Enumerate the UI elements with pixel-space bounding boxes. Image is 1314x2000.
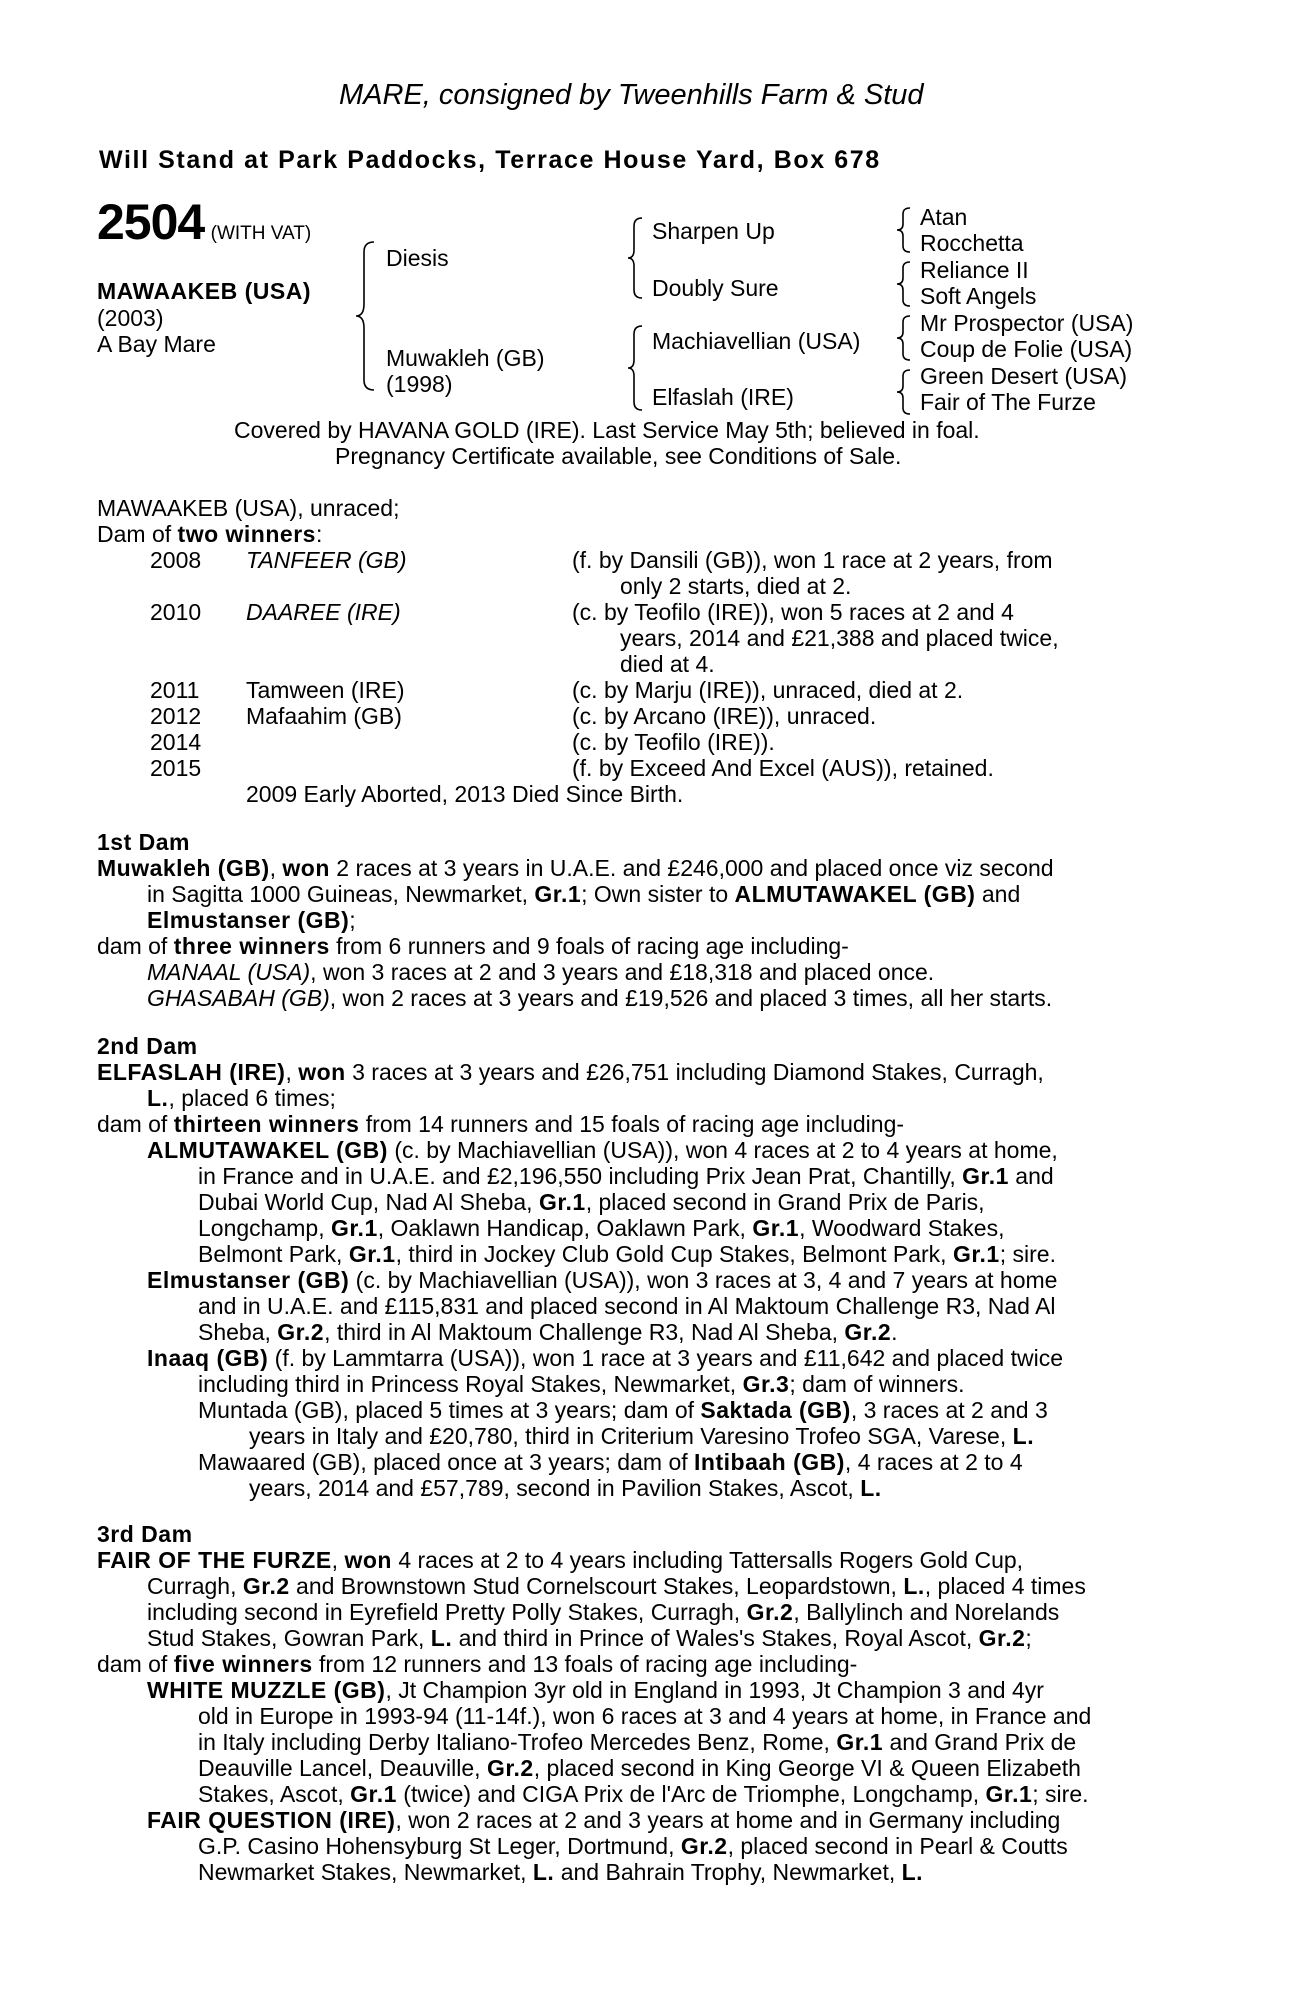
produce-name: Tamween (IRE)	[246, 677, 405, 703]
produce-detail: (c. by Marju (IRE)), unraced, died at 2.	[572, 677, 964, 703]
dam1-line: MANAAL (USA), won 3 races at 2 and 3 years and £18,318 and placed once.	[147, 959, 935, 985]
produce-detail: (f. by Exceed And Excel (AUS)), retained.	[572, 755, 994, 781]
dam3-line: including second in Eyrefield Pretty Polly Stakes, Curragh, Gr.2, Ballylinch and Norelands	[147, 1599, 1060, 1625]
ggs-7: Green Desert (USA)	[920, 363, 1128, 389]
produce-year: 2010	[150, 599, 202, 625]
dam2-line: Sheba, Gr.2, third in Al Maktoum Challenge R3, Nad Al Sheba, Gr.2.	[198, 1319, 898, 1345]
dam2-line: years, 2014 and £57,789, second in Pavilion Stakes, Ascot, L.	[249, 1475, 882, 1501]
ggs-5: Mr Prospector (USA)	[920, 310, 1134, 336]
page-title: MARE, consigned by Tweenhills Farm & Stud	[339, 79, 924, 111]
dam3-line: Curragh, Gr.2 and Brownstown Stud Cornelscourt Stakes, Leopardstown, L., placed 4 times	[147, 1573, 1086, 1599]
ggs-2: Rocchetta	[920, 230, 1024, 256]
produce-year: 2014	[150, 729, 202, 755]
produce-name: TANFEER (GB)	[246, 547, 407, 573]
horse-name: MAWAAKEB (USA)	[97, 278, 311, 304]
ggs-1: Atan	[920, 204, 968, 230]
pedigree-brace-4	[894, 204, 916, 256]
dam2-line: years in Italy and £20,780, third in Criterium Varesino Trofeo SGA, Varese, L.	[249, 1423, 1035, 1449]
dam3-line: dam of five winners from 12 runners and 13 foals of racing age including-	[97, 1651, 858, 1677]
dam2-line: dam of thirteen winners from 14 runners and 15 foals of racing age including-	[97, 1111, 905, 1137]
dam2-line: Dubai World Cup, Nad Al Sheba, Gr.1, placed second in Grand Prix de Paris,	[198, 1189, 985, 1215]
grandsire-4: Elfaslah (IRE)	[652, 384, 794, 410]
produce-detail: (c. by Teofilo (IRE)), won 5 races at 2 and 4	[572, 599, 1014, 625]
produce-detail: years, 2014 and £21,388 and placed twice,	[620, 625, 1059, 651]
produce-year: 2008	[150, 547, 202, 573]
horse-description: A Bay Mare	[97, 331, 216, 357]
dam3-line: old in Europe in 1993-94 (11-14f.), won 6 races at 3 and 4 years at home, in France and	[198, 1703, 1092, 1729]
produce-dam-of: Dam of two winners:	[97, 521, 323, 547]
dam1-line: in Sagitta 1000 Guineas, Newmarket, Gr.1; Own sister to ALMUTAWAKEL (GB) and	[147, 881, 1021, 907]
produce-detail: only 2 starts, died at 2.	[620, 573, 852, 599]
pedigree-brace-5	[894, 258, 916, 310]
dam2-line: Longchamp, Gr.1, Oaklawn Handicap, Oaklawn Park, Gr.1, Woodward Stakes,	[198, 1215, 1005, 1241]
produce-detail: (c. by Arcano (IRE)), unraced.	[572, 703, 877, 729]
produce-detail: (f. by Dansili (GB)), won 1 race at 2 years, from	[572, 547, 1053, 573]
dam3-line: Stakes, Ascot, Gr.1 (twice) and CIGA Prix de l'Arc de Triomphe, Longchamp, Gr.1; sire.	[198, 1781, 1089, 1807]
dam3-line: in Italy including Derby Italiano-Trofeo Mercedes Benz, Rome, Gr.1 and Grand Prix de	[198, 1729, 1077, 1755]
ggs-3: Reliance II	[920, 257, 1029, 283]
ggs-8: Fair of The Furze	[920, 389, 1096, 415]
pedigree-brace-7	[894, 366, 916, 418]
dam3-line: G.P. Casino Hohensyburg St Leger, Dortmund, Gr.2, placed second in Pearl & Coutts	[198, 1833, 1068, 1859]
dam2-line: Muntada (GB), placed 5 times at 3 years; dam of Saktada (GB), 3 races at 2 and 3	[198, 1397, 1048, 1423]
grandsire-1: Sharpen Up	[652, 218, 775, 244]
produce-year: 2011	[150, 677, 200, 703]
covered-line: Covered by HAVANA GOLD (IRE). Last Service May 5th; believed in foal.	[234, 417, 980, 443]
dam2-line: ALMUTAWAKEL (GB) (c. by Machiavellian (USA)), won 4 races at 2 to 4 years at home,	[147, 1137, 1058, 1163]
produce-intro: MAWAAKEB (USA), unraced;	[97, 495, 400, 521]
produce-detail: (c. by Teofilo (IRE)).	[572, 729, 775, 755]
dam: Muwakleh (GB)	[386, 345, 545, 371]
dam-year: (1998)	[386, 371, 453, 397]
pedigree-brace-3	[624, 322, 648, 414]
dam3-line: WHITE MUZZLE (GB), Jt Champion 3yr old in England in 1993, Jt Champion 3 and 4yr	[147, 1677, 1044, 1703]
produce-year: 2015	[150, 755, 202, 781]
stand-location: Will Stand at Park Paddocks, Terrace House Yard, Box 678	[99, 146, 881, 174]
dam3-line: Newmarket Stakes, Newmarket, L. and Bahrain Trophy, Newmarket, L.	[198, 1859, 924, 1885]
produce-year: 2012	[150, 703, 202, 729]
ggs-4: Soft Angels	[920, 283, 1037, 309]
dam1-line: GHASABAH (GB), won 2 races at 3 years and £19,526 and placed 3 times, all her starts.	[147, 985, 1053, 1011]
dam1-heading: 1st Dam	[97, 829, 190, 855]
lot-number: 2504	[97, 194, 205, 250]
dam2-line: Mawaared (GB), placed once at 3 years; dam of Intibaah (GB), 4 races at 2 to 4	[198, 1449, 1023, 1475]
produce-name: DAAREE (IRE)	[246, 599, 401, 625]
vat-label: (WITH VAT)	[210, 223, 312, 244]
dam3-line: FAIR QUESTION (IRE), won 2 races at 2 and 3 years at home and in Germany including	[147, 1807, 1061, 1833]
dam3-line: Stud Stakes, Gowran Park, L. and third in Prince of Wales's Stakes, Royal Ascot, Gr.2;	[147, 1625, 1032, 1651]
produce-name: Mafaahim (GB)	[246, 703, 402, 729]
dam2-line: ELFASLAH (IRE), won 3 races at 3 years and £26,751 including Diamond Stakes, Curragh,	[97, 1059, 1044, 1085]
dam1-line: Elmustanser (GB);	[147, 907, 356, 933]
grandsire-2: Doubly Sure	[652, 275, 779, 301]
dam2-line: in France and in U.A.E. and £2,196,550 including Prix Jean Prat, Chantilly, Gr.1 and	[198, 1163, 1054, 1189]
produce-detail: died at 4.	[620, 651, 715, 677]
grandsire-3: Machiavellian (USA)	[652, 328, 861, 354]
dam2-line: L., placed 6 times;	[147, 1085, 336, 1111]
dam2-line: Elmustanser (GB) (c. by Machiavellian (USA)), won 3 races at 3, 4 and 7 years at home	[147, 1267, 1058, 1293]
pedigree-brace-6	[894, 312, 916, 364]
ggs-6: Coup de Folie (USA)	[920, 336, 1133, 362]
dam2-line: Inaaq (GB) (f. by Lammtarra (USA)), won 1 race at 3 years and £11,642 and placed twice	[147, 1345, 1064, 1371]
produce-note: 2009 Early Aborted, 2013 Died Since Birth.	[246, 781, 684, 807]
pedigree-brace-1	[352, 236, 382, 396]
dam1-line: dam of three winners from 6 runners and 9 foals of racing age including-	[97, 933, 849, 959]
lot-number-line	[97, 194, 312, 250]
dam2-line: including third in Princess Royal Stakes, Newmarket, Gr.3; dam of winners.	[198, 1371, 965, 1397]
dam2-line: Belmont Park, Gr.1, third in Jockey Club Gold Cup Stakes, Belmont Park, Gr.1; sire.	[198, 1241, 1056, 1267]
dam3-line: FAIR OF THE FURZE, won 4 races at 2 to 4 years including Tattersalls Rogers Gold Cup,	[97, 1547, 1024, 1573]
pregnancy-line: Pregnancy Certificate available, see Conditions of Sale.	[335, 443, 902, 469]
foaling-year: (2003)	[97, 305, 164, 331]
dam2-heading: 2nd Dam	[97, 1033, 198, 1059]
dam3-heading: 3rd Dam	[97, 1521, 193, 1547]
sire: Diesis	[386, 245, 449, 271]
dam1-line: Muwakleh (GB), won 2 races at 3 years in U.A.E. and £246,000 and placed once viz second	[97, 855, 1054, 881]
dam3-line: Deauville Lancel, Deauville, Gr.2, placed second in King George VI & Queen Elizabeth	[198, 1755, 1081, 1781]
dam2-line: and in U.A.E. and £115,831 and placed second in Al Maktoum Challenge R3, Nad Al	[198, 1293, 1056, 1319]
pedigree-brace-2	[624, 214, 648, 302]
